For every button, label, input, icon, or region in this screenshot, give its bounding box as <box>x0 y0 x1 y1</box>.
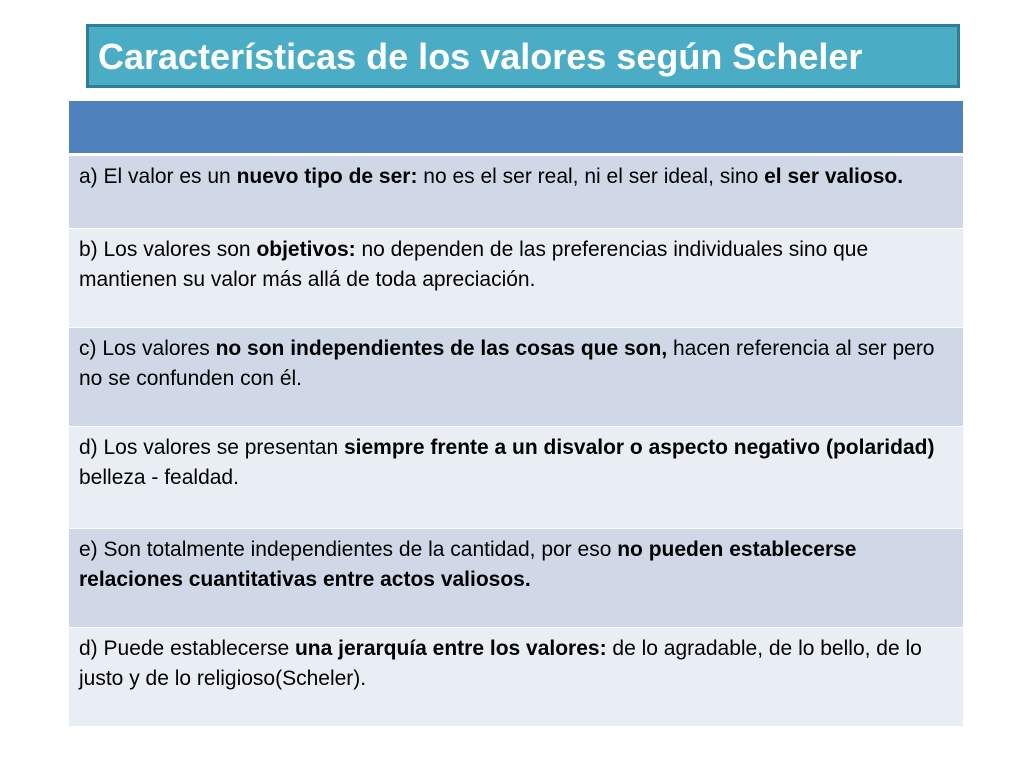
characteristics-table <box>69 101 963 726</box>
row-text: no dependen de las preferencias individuales sino que mantienen su valor más allá de toda apreciación. <box>79 238 874 291</box>
table-row <box>69 328 963 427</box>
row-text: b) Los valores son <box>79 238 257 261</box>
row-text: no es el ser real, ni el ser ideal, sino <box>417 165 765 188</box>
table-row <box>69 529 963 628</box>
row-text: d) Puede establecerse <box>79 637 295 660</box>
table-row <box>69 229 963 328</box>
table-row <box>69 156 963 229</box>
row-text: d) Los valores se presentan <box>79 436 344 459</box>
row-text: belleza - fealdad. <box>79 466 239 489</box>
table-row <box>69 427 963 529</box>
row-text-bold: nuevo tipo de ser: <box>236 165 418 188</box>
row-text-bold: el ser valioso. <box>764 165 904 188</box>
row-text-bold: no son independientes de las cosas que son, <box>215 337 668 360</box>
row-text-bold: siempre frente a un disvalor o aspecto negativo (polaridad) <box>343 436 935 459</box>
table-row <box>69 628 963 726</box>
row-text-bold: una jerarquía entre los valores: <box>294 637 607 660</box>
row-text: hacen referencia al ser pero no se confunden con él. <box>79 337 941 390</box>
row-text: e) Son totalmente independientes de la cantidad, por eso <box>79 538 618 561</box>
row-text: c) Los valores <box>79 337 216 360</box>
slide-title-box <box>86 24 960 88</box>
slide-title: Características de los valores según Scheler <box>98 36 863 77</box>
row-text: de lo agradable, de lo bello, de lo justo y de lo religioso(Scheler). <box>79 637 928 690</box>
row-text-bold: no pueden establecerse relaciones cuantitativas entre actos valiosos. <box>79 538 863 591</box>
table-header-row <box>69 101 963 156</box>
row-text: a) El valor es un <box>79 165 237 188</box>
row-text-bold: objetivos: <box>256 238 356 261</box>
